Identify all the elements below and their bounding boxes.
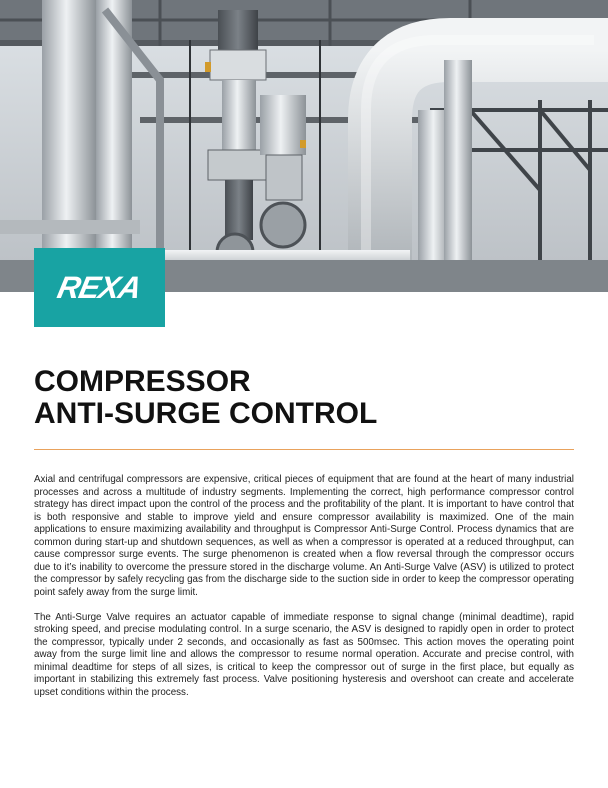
- title-line-2: ANTI-SURGE CONTROL: [34, 397, 378, 430]
- paragraph-intro: Axial and centrifugal compressors are expensive, critical pieces of equipment that are found at the heart of many industrial processes and across a multitude of industry segments. Implementing the correct, high performance compressor control strategy has direct impact upon the control of the process and the profitability of the plant. It is important to have control that is both responsive and stable to improve yield and ensure compressor availability is maximized. One of the main applications to ensure maximizing availability and throughput is Compressor Anti-Surge Control. Process dynamics that are common during start-up and shutdown sequences, as well as when a compressor is operated at a reduced throughput, can cause compressor surge events. The surge phenomenon is created when a flow reversal through the compressor occurs due to it’s inability to overcome the pressure stored in the discharge volume. An Anti-Surge Valve (ASV) is utilized to protect the compressor by safely recycling gas from the discharge side to the suction side in order to keep the compressor operating point safely away from the surge limit.: [34, 474, 574, 598]
- title-divider: [34, 449, 574, 450]
- rexa-logo: [34, 248, 165, 327]
- body-copy: [34, 474, 574, 712]
- paragraph-asv: The Anti-Surge Valve requires an actuator capable of immediate response to signal change (minimal deadtime), rapid stroking speed, and precise modulating control. In a surge scenario, the ASV is designed to rapidly open in order to protect the compressor, typically under 2 seconds, and occasionally as fast as 500msec. This action moves the operating point away from the surge limit line and allows the compressor to resume normal operation. Accurate and precise control, with minimal deadtime for steps of all sizes, is critical to keep the compressor out of surge in the first place, but equally as important in stabilizing this extremely fast process. Valve positioning hysteresis and overshoot can create and accelerate upset conditions within the process.: [34, 611, 574, 698]
- title-line-1: COMPRESSOR: [34, 365, 251, 398]
- page-title: [34, 366, 377, 430]
- logo-wordmark: REXA: [54, 269, 145, 305]
